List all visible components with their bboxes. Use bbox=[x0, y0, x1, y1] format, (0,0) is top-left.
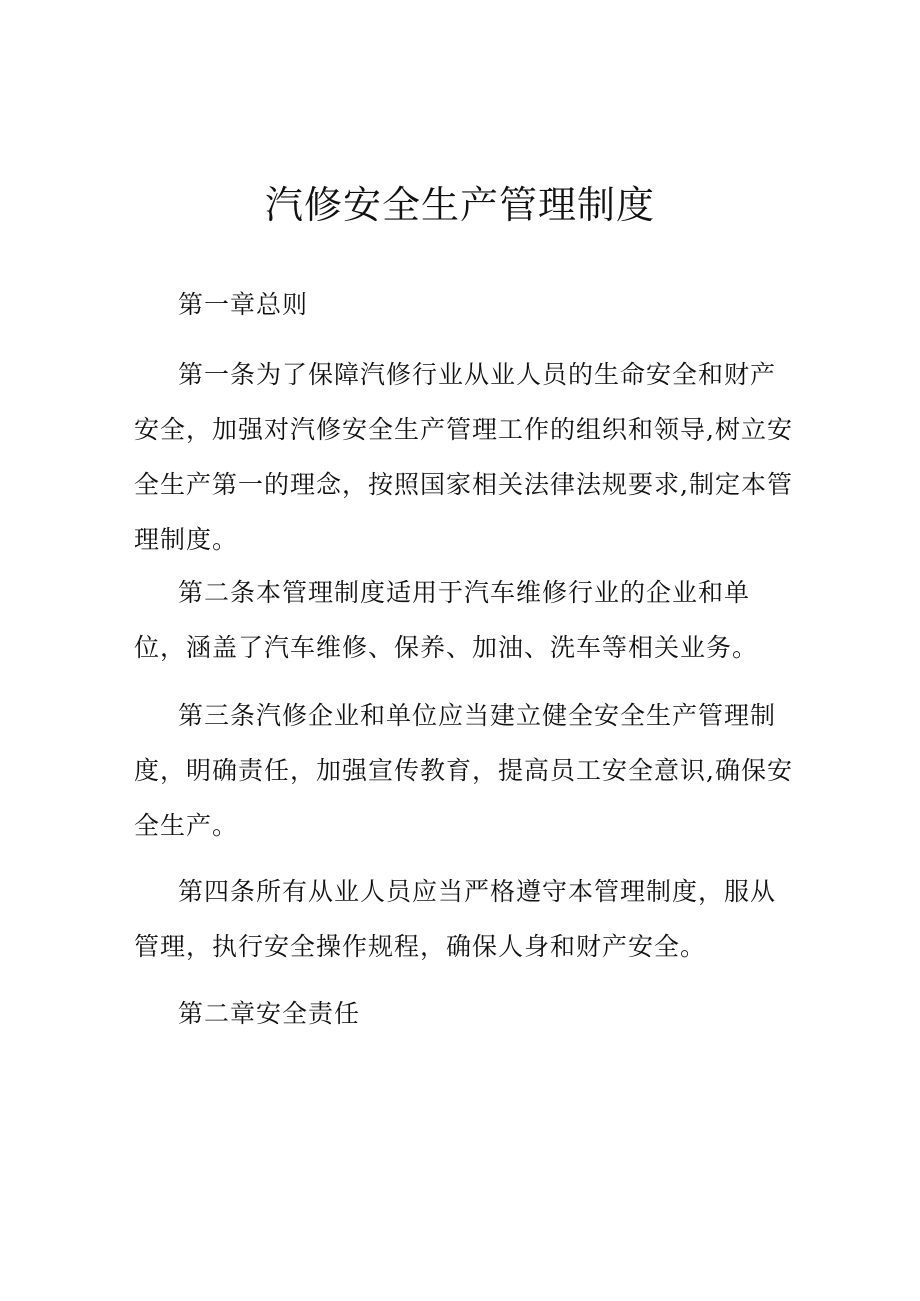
article-1 bbox=[134, 347, 794, 567]
article-4-text: 第四条所有从业人员应当严格遵守本管理制度，服从管理，执行安全操作规程，确保人身和财产安全。 bbox=[134, 877, 777, 961]
chapter-heading-2: 第二章安全责任 bbox=[178, 999, 361, 1028]
article-3-text: 第三条汽修企业和单位应当建立健全安全生产管理制度，明确责任，加强宣传教育，提高员工安全意识,确保安全生产。 bbox=[134, 701, 793, 840]
article-1-text: 第一条为了保障汽修行业从业人员的生命安全和财产安全，加强对汽修安全生产管理工作的组织和领导,树立安全生产第一的理念，按照国家相关法律法规要求,制定本管理制度。 bbox=[134, 360, 793, 554]
article-3 bbox=[134, 688, 794, 853]
chapter-heading-1: 第一章总则 bbox=[178, 290, 309, 319]
article-2-text: 第二条本管理制度适用于汽车维修行业的企业和单位，涵盖了汽车维修、保养、加油、洗车等相关业务。 bbox=[134, 578, 759, 662]
article-4 bbox=[134, 864, 794, 974]
document-title: 汽修安全生产管理制度 bbox=[264, 183, 655, 227]
article-2 bbox=[134, 565, 794, 675]
